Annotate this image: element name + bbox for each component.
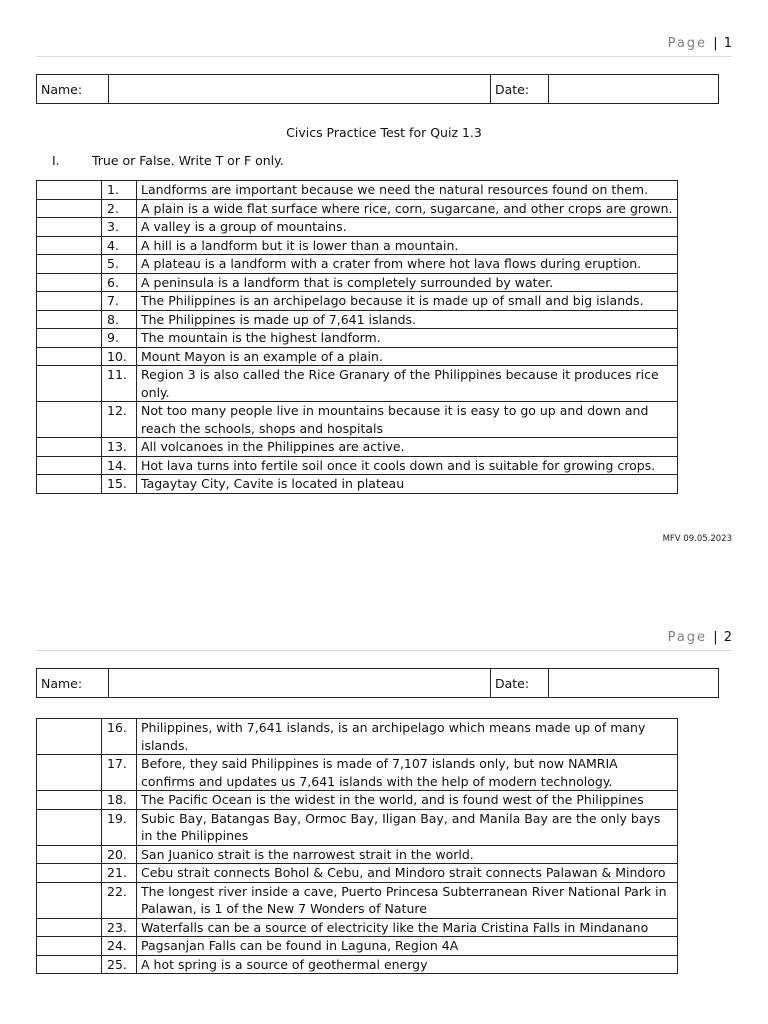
page-number-1: Page | 1 <box>667 36 732 51</box>
question-row <box>37 791 678 810</box>
question-text: The Pacific Ocean is the widest in the world, and is found west of the Philippines <box>137 791 678 810</box>
question-text: Tagaytay City, Cavite is located in plateau <box>137 475 678 494</box>
question-number: 8. <box>102 310 137 329</box>
question-row <box>37 292 678 311</box>
question-number: 13. <box>102 438 137 457</box>
question-row <box>37 937 678 956</box>
question-text: Mount Mayon is an example of a plain. <box>137 347 678 366</box>
question-number: 4. <box>102 236 137 255</box>
question-text: Region 3 is also called the Rice Granary of the Philippines because it produces rice only. <box>137 366 678 402</box>
answer-cell[interactable] <box>37 937 102 956</box>
answer-cell[interactable] <box>37 347 102 366</box>
question-text: Landforms are important because we need the natural resources found on them. <box>137 181 678 200</box>
date-label: Date: <box>491 669 549 697</box>
answer-cell[interactable] <box>37 438 102 457</box>
page-number-value: 2 <box>723 630 732 645</box>
answer-cell[interactable] <box>37 845 102 864</box>
question-text: The Philippines is an archipelago because it is made up of small and big islands. <box>137 292 678 311</box>
answer-cell[interactable] <box>37 918 102 937</box>
question-row <box>37 809 678 845</box>
question-row <box>37 845 678 864</box>
page-label: Page <box>667 630 708 645</box>
question-text: A valley is a group of mountains. <box>137 218 678 237</box>
answer-cell[interactable] <box>37 292 102 311</box>
question-row <box>37 310 678 329</box>
answer-cell[interactable] <box>37 402 102 438</box>
question-row <box>37 366 678 402</box>
question-row <box>37 347 678 366</box>
question-text: All volcanoes in the Philippines are active. <box>137 438 678 457</box>
question-row <box>37 218 678 237</box>
question-row <box>37 864 678 883</box>
question-number: 25. <box>102 955 137 974</box>
question-text: Pagsanjan Falls can be found in Laguna, Region 4A <box>137 937 678 956</box>
answer-cell[interactable] <box>37 475 102 494</box>
section-heading <box>52 153 284 168</box>
question-text: A hill is a landform but it is lower than a mountain. <box>137 236 678 255</box>
question-row <box>37 438 678 457</box>
question-row <box>37 475 678 494</box>
questions-table-1 <box>36 180 678 494</box>
answer-cell[interactable] <box>37 236 102 255</box>
question-row <box>37 255 678 274</box>
question-text: A plateau is a landform with a crater from where hot lava flows during eruption. <box>137 255 678 274</box>
question-row <box>37 273 678 292</box>
name-label: Name: <box>37 669 109 697</box>
header-divider <box>36 56 732 57</box>
name-date-box <box>36 74 719 104</box>
question-row <box>37 236 678 255</box>
question-number: 6. <box>102 273 137 292</box>
question-number: 10. <box>102 347 137 366</box>
question-number: 20. <box>102 845 137 864</box>
question-text: The longest river inside a cave, Puerto Princesa Subterranean River National Park in Palawan, is 1 of the New 7 Wonders of Nature <box>137 882 678 918</box>
question-number: 2. <box>102 199 137 218</box>
question-row <box>37 918 678 937</box>
question-row <box>37 955 678 974</box>
question-number: 18. <box>102 791 137 810</box>
question-number: 22. <box>102 882 137 918</box>
answer-cell[interactable] <box>37 255 102 274</box>
question-text: A hot spring is a source of geothermal energy <box>137 955 678 974</box>
name-field[interactable] <box>109 75 491 103</box>
question-text: The mountain is the highest landform. <box>137 329 678 348</box>
answer-cell[interactable] <box>37 864 102 883</box>
question-number: 7. <box>102 292 137 311</box>
question-row <box>37 329 678 348</box>
page-number-2: Page | 2 <box>667 630 732 645</box>
question-row <box>37 199 678 218</box>
question-text: Hot lava turns into fertile soil once it cools down and is suitable for growing crops. <box>137 456 678 475</box>
answer-cell[interactable] <box>37 218 102 237</box>
answer-cell[interactable] <box>37 366 102 402</box>
question-text: Cebu strait connects Bohol & Cebu, and Mindoro strait connects Palawan & Mindoro <box>137 864 678 883</box>
section-numeral: I. <box>52 153 60 168</box>
question-row <box>37 402 678 438</box>
name-label: Name: <box>37 75 109 103</box>
question-row <box>37 719 678 755</box>
question-number: 23. <box>102 918 137 937</box>
answer-cell[interactable] <box>37 310 102 329</box>
answer-cell[interactable] <box>37 755 102 791</box>
date-field[interactable] <box>549 75 718 103</box>
footer-initials-date: MFV 09.05.2023 <box>662 534 732 544</box>
question-text: Subic Bay, Batangas Bay, Ormoc Bay, Iligan Bay, and Manila Bay are the only bays in the Philippines <box>137 809 678 845</box>
question-text: Philippines, with 7,641 islands, is an archipelago which means made up of many islands. <box>137 719 678 755</box>
page-label: Page <box>667 36 708 51</box>
question-number: 5. <box>102 255 137 274</box>
date-field[interactable] <box>549 669 718 697</box>
answer-cell[interactable] <box>37 809 102 845</box>
question-row <box>37 882 678 918</box>
question-number: 11. <box>102 366 137 402</box>
question-number: 24. <box>102 937 137 956</box>
answer-cell[interactable] <box>37 791 102 810</box>
question-text: A peninsula is a landform that is completely surrounded by water. <box>137 273 678 292</box>
name-date-box <box>36 668 719 698</box>
name-field[interactable] <box>109 669 491 697</box>
question-row <box>37 181 678 200</box>
question-text: Not too many people live in mountains because it is easy to go up and down and reach the schools, shops and hospitals <box>137 402 678 438</box>
question-number: 15. <box>102 475 137 494</box>
question-row <box>37 456 678 475</box>
question-number: 21. <box>102 864 137 883</box>
question-number: 16. <box>102 719 137 755</box>
question-row <box>37 755 678 791</box>
question-number: 12. <box>102 402 137 438</box>
question-number: 1. <box>102 181 137 200</box>
date-label: Date: <box>491 75 549 103</box>
answer-cell[interactable] <box>37 273 102 292</box>
question-text: A plain is a wide flat surface where rice, corn, sugarcane, and other crops are grown. <box>137 199 678 218</box>
question-number: 14. <box>102 456 137 475</box>
question-text: San Juanico strait is the narrowest strait in the world. <box>137 845 678 864</box>
answer-cell[interactable] <box>37 456 102 475</box>
questions-table-2 <box>36 718 678 974</box>
question-text: Before, they said Philippines is made of 7,107 islands only, but now NAMRIA confirms and updates us 7,641 islands with the help of modern technology. <box>137 755 678 791</box>
header-divider <box>36 650 732 651</box>
answer-cell[interactable] <box>37 719 102 755</box>
question-text: Waterfalls can be a source of electricity like the Maria Cristina Falls in Mindanano <box>137 918 678 937</box>
question-number: 3. <box>102 218 137 237</box>
page-number-value: 1 <box>723 36 732 51</box>
question-number: 19. <box>102 809 137 845</box>
answer-cell[interactable] <box>37 955 102 974</box>
answer-cell[interactable] <box>37 329 102 348</box>
question-text: The Philippines is made up of 7,641 islands. <box>137 310 678 329</box>
question-number: 9. <box>102 329 137 348</box>
answer-cell[interactable] <box>37 199 102 218</box>
section-instruction: True or False. Write T or F only. <box>91 153 284 168</box>
question-number: 17. <box>102 755 137 791</box>
answer-cell[interactable] <box>37 181 102 200</box>
test-title: Civics Practice Test for Quiz 1.3 <box>286 125 482 140</box>
answer-cell[interactable] <box>37 882 102 918</box>
